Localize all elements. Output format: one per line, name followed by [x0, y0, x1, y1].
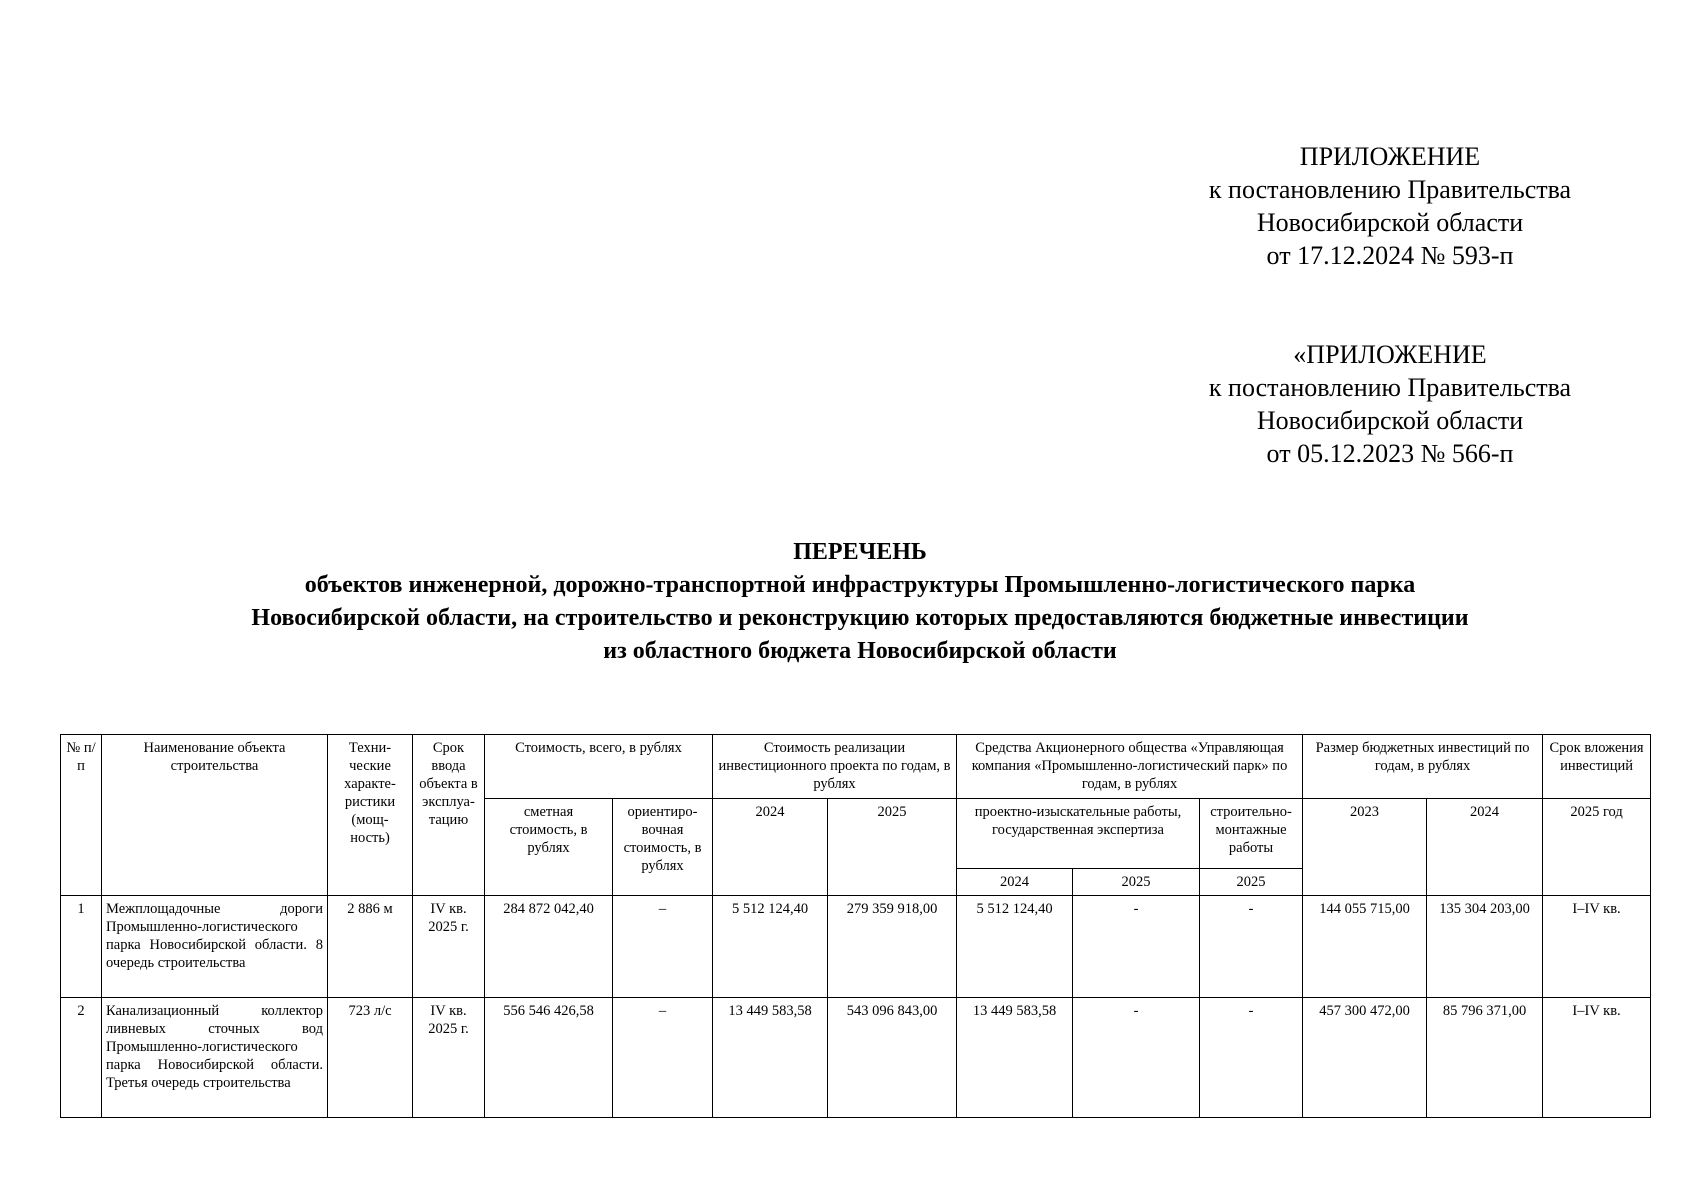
header-num: № п/п — [61, 735, 102, 896]
cell-invest-2025: I–IV кв. — [1543, 896, 1651, 998]
header-tech: Техни-ческие характе-ристики (мощ-ность) — [328, 735, 413, 896]
cell-num: 2 — [61, 998, 102, 1118]
appendix-current-line: от 17.12.2024 № 593-п — [1266, 241, 1514, 270]
title-line: Новосибирской области, на строительство и реконструкцию которых предоставляются бюджетные инвестиции — [251, 605, 1469, 631]
cell-cost-indicative: – — [613, 998, 713, 1118]
header-budget-2024: 2024 — [1427, 799, 1543, 896]
cell-design-2025: - — [1073, 998, 1200, 1118]
cell-design-2025: - — [1073, 896, 1200, 998]
header-design-2025: 2025 — [1073, 869, 1200, 896]
cell-budget-2023: 144 055 715,00 — [1303, 896, 1427, 998]
cell-year-2025: 543 096 843,00 — [828, 998, 957, 1118]
objects-table — [60, 734, 1651, 1118]
header-budget-invest: Размер бюджетных инвестиций по годам, в рублях — [1303, 735, 1543, 799]
cell-construction-2025: - — [1200, 896, 1303, 998]
cell-cost-indicative: – — [613, 896, 713, 998]
header-cost-estimate: сметная стоимость, в рублях — [485, 799, 613, 896]
header-budget-2023: 2023 — [1303, 799, 1427, 896]
header-term: Срок ввода объекта в эксплуа-тацию — [413, 735, 485, 896]
cell-design-2024: 5 512 124,40 — [957, 896, 1073, 998]
cell-construction-2025: - — [1200, 998, 1303, 1118]
document-title — [60, 536, 1660, 668]
cell-name: Канализационный коллектор ливневых сточных вод Промышленно-логистического парка Новосибирской области. Третья очередь строительства — [102, 998, 328, 1118]
header-construction-works: строительно-монтажные работы — [1200, 799, 1303, 869]
appendix-current-line: Новосибирской области — [1256, 208, 1524, 237]
cell-budget-2023: 457 300 472,00 — [1303, 998, 1427, 1118]
cell-budget-2024: 135 304 203,00 — [1427, 896, 1543, 998]
cell-cost-estimate: 556 546 426,58 — [485, 998, 613, 1118]
header-name: Наименование объекта строительства — [102, 735, 328, 896]
title-line: объектов инженерной, дорожно-транспортной инфраструктуры Промышленно-логистического парка — [304, 572, 1416, 598]
cell-invest-2025: I–IV кв. — [1543, 998, 1651, 1118]
appendix-current — [1180, 140, 1600, 272]
cell-term: IV кв. 2025 г. — [413, 896, 485, 998]
cell-design-2024: 13 449 583,58 — [957, 998, 1073, 1118]
header-company-funds: Средства Акционерного общества «Управляющая компания «Промышленно-логистический парк» по годам, в рублях — [957, 735, 1303, 799]
cell-year-2024: 13 449 583,58 — [713, 998, 828, 1118]
header-invest-term: Срок вложения инвестиций — [1543, 735, 1651, 799]
header-row — [61, 735, 1651, 799]
header-design-works: проектно-изыскательные работы, государственная экспертиза — [957, 799, 1200, 869]
cell-budget-2024: 85 796 371,00 — [1427, 998, 1543, 1118]
appendix-current-line: ПРИЛОЖЕНИЕ — [1299, 142, 1481, 171]
header-cost-years: Стоимость реализации инвестиционного проекта по годам, в рублях — [713, 735, 957, 799]
title-line: из областного бюджета Новосибирской области — [603, 638, 1117, 664]
appendix-previous — [1180, 338, 1600, 470]
header-design-2024: 2024 — [957, 869, 1073, 896]
header-year-2025: 2025 — [828, 799, 957, 896]
header-invest-2025: 2025 год — [1543, 799, 1651, 896]
title-heading: ПЕРЕЧЕНЬ — [793, 539, 927, 565]
header-year-2024: 2024 — [713, 799, 828, 896]
appendix-previous-line: Новосибирской области — [1256, 406, 1524, 435]
header-cost-total: Стоимость, всего, в рублях — [485, 735, 713, 799]
cell-year-2025: 279 359 918,00 — [828, 896, 957, 998]
appendix-previous-line: «ПРИЛОЖЕНИЕ — [1293, 340, 1487, 369]
table-row — [61, 896, 1651, 998]
cell-name: Межплощадочные дороги Промышленно-логистического парка Новосибирской области. 8 очередь строительства — [102, 896, 328, 998]
appendix-current-line: к постановлению Правительства — [1208, 175, 1572, 204]
cell-year-2024: 5 512 124,40 — [713, 896, 828, 998]
cell-tech: 723 л/с — [328, 998, 413, 1118]
cell-term: IV кв. 2025 г. — [413, 998, 485, 1118]
table-row — [61, 998, 1651, 1118]
header-construction-2025: 2025 — [1200, 869, 1303, 896]
header-cost-indicative: ориентиро-вочная стоимость, в рублях — [613, 799, 713, 896]
cell-tech: 2 886 м — [328, 896, 413, 998]
cell-cost-estimate: 284 872 042,40 — [485, 896, 613, 998]
appendix-previous-line: к постановлению Правительства — [1208, 373, 1572, 402]
appendix-previous-line: от 05.12.2023 № 566-п — [1266, 439, 1514, 468]
cell-num: 1 — [61, 896, 102, 998]
